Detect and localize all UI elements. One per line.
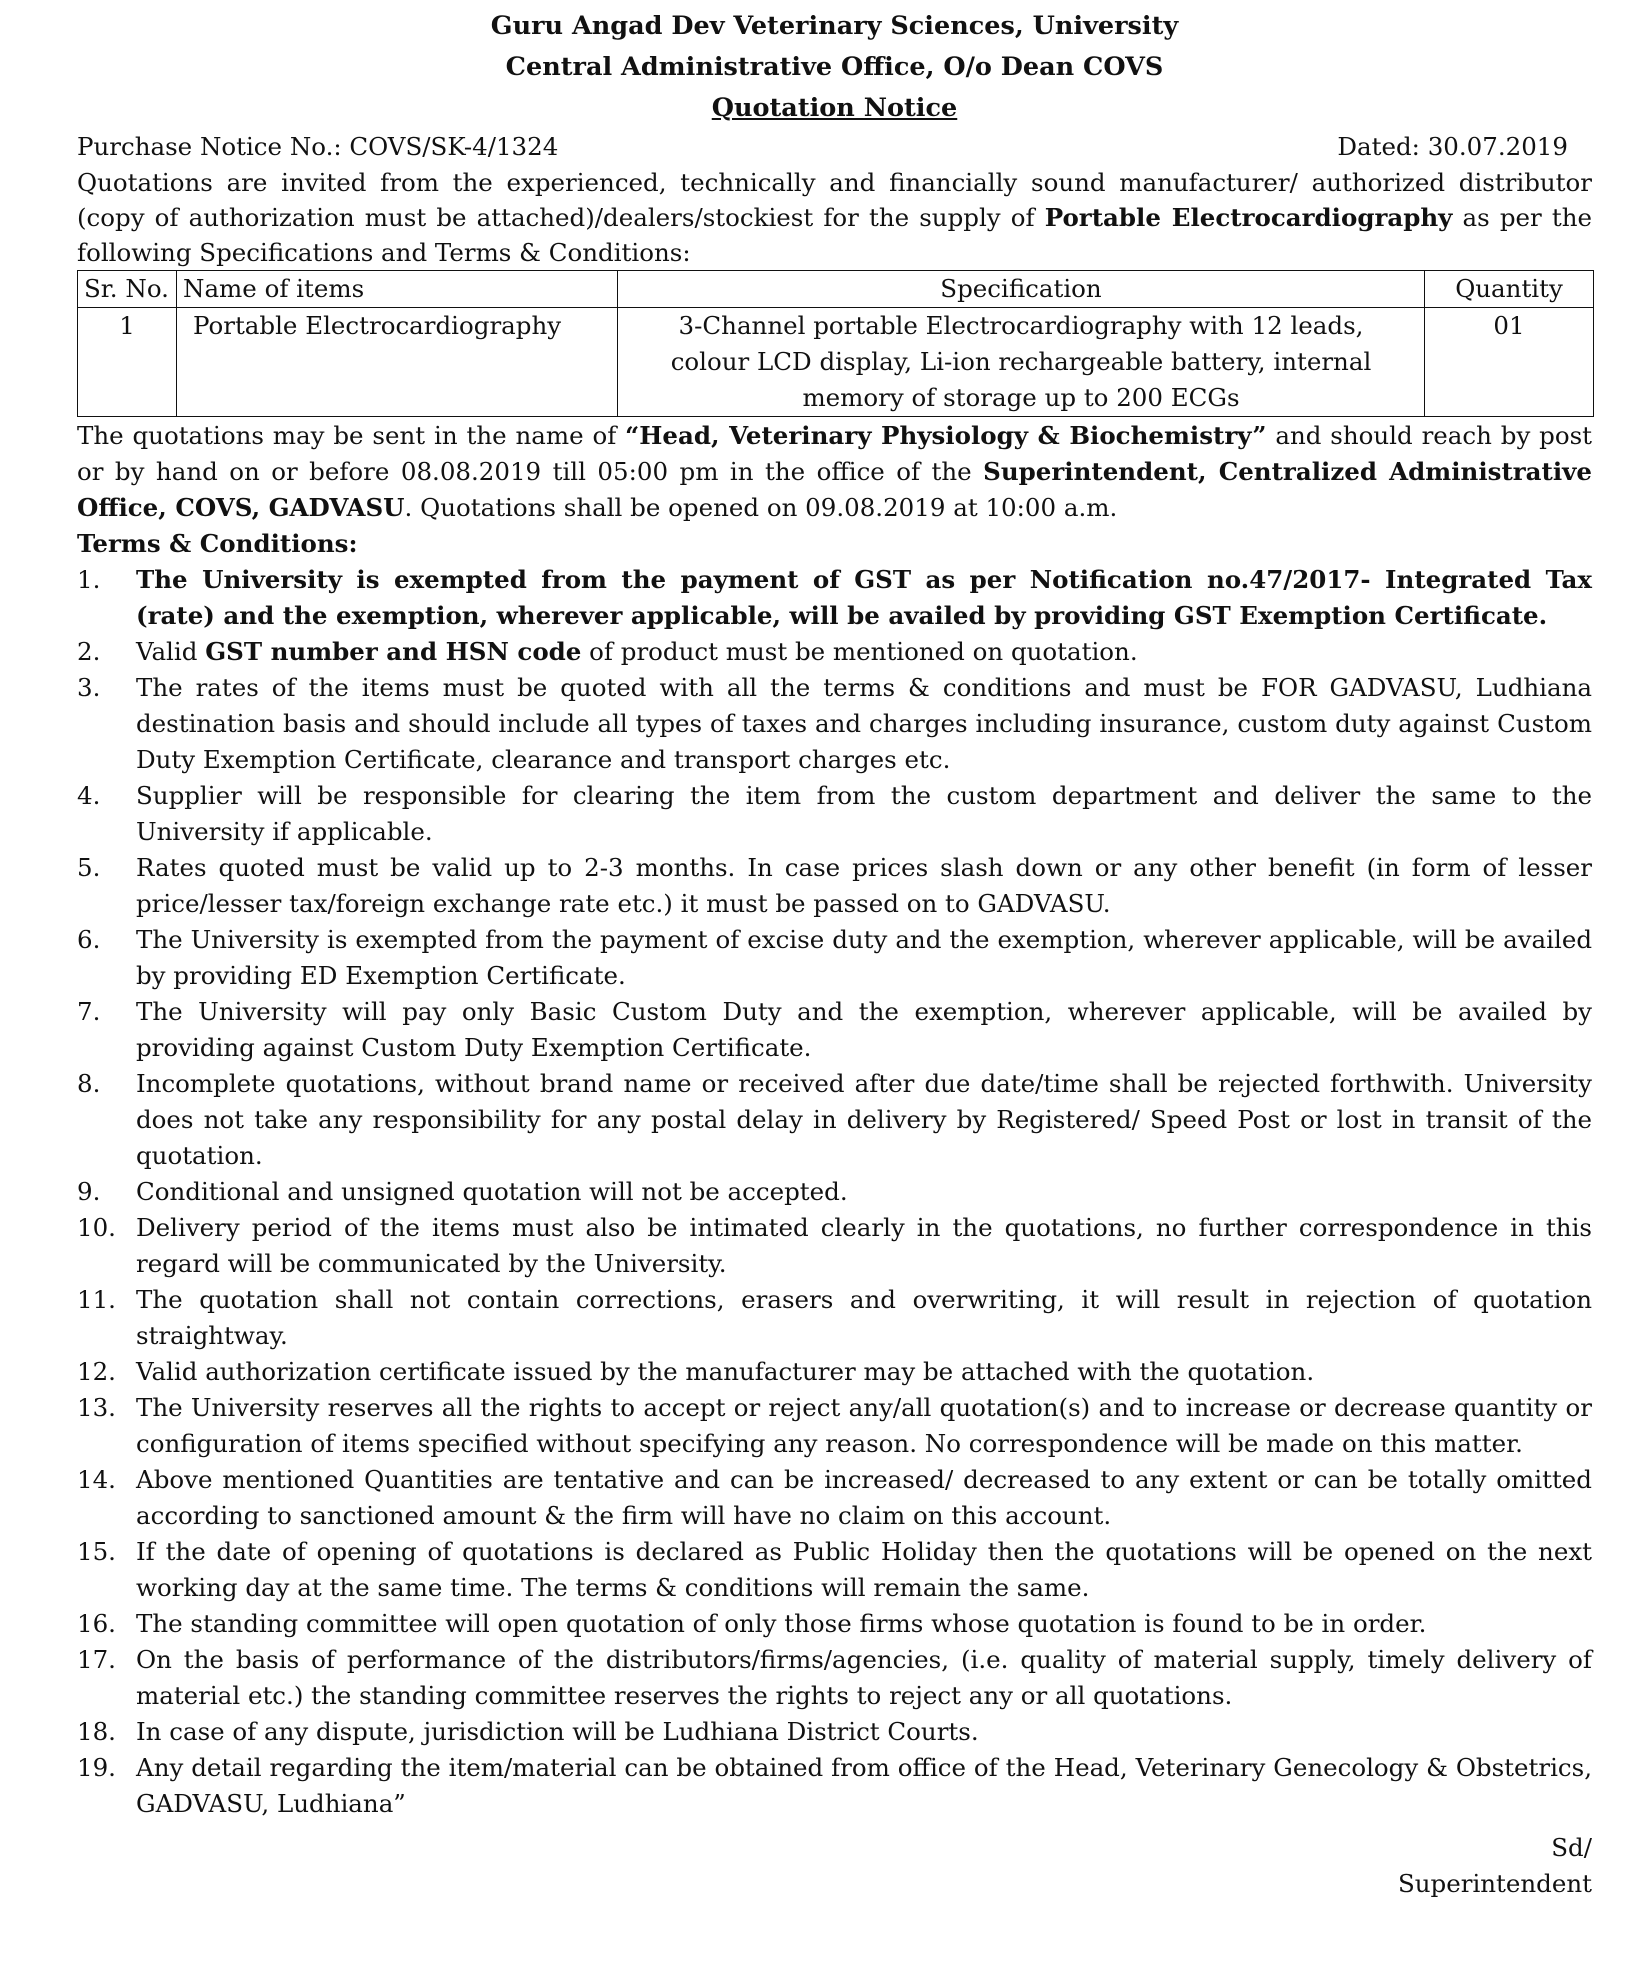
- term-text: The University is exempted from the payment of GST as per Notification no.47/2017- Integrated Tax (rate) and the exemption, wherever applicable, will be availed by providing GST Exemption Certificate.: [136, 565, 1592, 630]
- term-number: 7.: [77, 997, 101, 1026]
- intro-text-before: Quotations are invited from the experienced, technically and financially sound manufacturer/ authorized distributor (copy of authorization must be attached)/dealers/stockiest for the supply of: [77, 168, 1592, 232]
- term-number: 8.: [77, 1069, 101, 1098]
- cell-sr-no: 1: [78, 308, 177, 417]
- cell-item-name: Portable Electrocardiography: [177, 308, 618, 417]
- term-text: The University will pay only Basic Custom Duty and the exemption, wherever applicable, will be availed by providing against Custom Duty Exemption Certificate.: [136, 997, 1592, 1062]
- term-text: The rates of the items must be quoted with all the terms & conditions and must be FOR GADVASU, Ludhiana destination basis and should include all types of taxes and charges including insurance, custom duty against Custom Duty Exemption Certificate, clearance and transport charges etc.: [136, 673, 1592, 774]
- list-item: [77, 994, 1592, 1066]
- term-text: If the date of opening of quotations is declared as Public Holiday then the quotations will be opened on the next working day at the same time. The terms & conditions will remain the same.: [136, 1537, 1592, 1602]
- term-number: 16.: [77, 1609, 116, 1638]
- term-text: The University is exempted from the payment of excise duty and the exemption, wherever applicable, will be availed by providing ED Exemption Certificate.: [136, 925, 1592, 990]
- term-number: 4.: [77, 781, 101, 810]
- term-text: Above mentioned Quantities are tentative and can be increased/ decreased to any extent or can be totally omitted according to sanctioned amount & the firm will have no claim on this account.: [136, 1465, 1592, 1530]
- term-text: Valid authorization certificate issued by the manufacturer may be attached with the quotation.: [136, 1357, 1315, 1386]
- list-item: [77, 1066, 1592, 1174]
- notice-meta-row: [77, 129, 1592, 165]
- term-number: 13.: [77, 1393, 116, 1422]
- list-item: [77, 850, 1592, 922]
- document-header: [77, 6, 1592, 129]
- list-item: [77, 922, 1592, 994]
- terms-title: Terms & Conditions:: [77, 529, 358, 558]
- list-item: [77, 562, 1592, 634]
- term-text: Supplier will be responsible for clearing the item from the custom department and deliver the same to the University if applicable.: [136, 781, 1592, 846]
- university-name: Guru Angad Dev Veterinary Sciences, University: [490, 11, 1179, 41]
- signature-block: [1398, 1830, 1592, 1902]
- submission-addressee: “Head, Veterinary Physiology & Biochemistry”: [625, 421, 1267, 450]
- quotation-notice-page: [77, 6, 1593, 1898]
- signature-sd: Sd/: [1551, 1833, 1592, 1862]
- list-item: [77, 1354, 1592, 1390]
- term-text-bold: GST number and HSN code: [205, 637, 582, 666]
- items-table: [77, 270, 1594, 417]
- notice-title: Quotation Notice: [711, 93, 958, 123]
- cell-specification: 3-Channel portable Electrocardiography with 12 leads, colour LCD display, Li-ion rechargeable battery, internal memory of storage up to 200 ECGs: [618, 308, 1425, 417]
- intro-text-after: as per the following Specifications and Terms & Conditions:: [77, 203, 1592, 267]
- list-item: [77, 1390, 1592, 1462]
- purchase-notice-number: Purchase Notice No.: COVS/SK-4/1324: [77, 132, 559, 161]
- term-text: Incomplete quotations, without brand name or received after due date/time shall be rejected forthwith. University does not take any responsibility for any postal delay in delivery by Registered/ Speed Post or lost in transit of the quotation.: [136, 1069, 1592, 1170]
- term-text: In case of any dispute, jurisdiction will be Ludhiana District Courts.: [136, 1717, 979, 1746]
- term-number: 9.: [77, 1177, 101, 1206]
- submission-text-1: The quotations may be sent in the name of: [77, 421, 626, 450]
- header-sr-no: Sr. No.: [78, 271, 177, 308]
- term-text-pre: Valid: [136, 637, 206, 666]
- term-number: 11.: [77, 1285, 116, 1314]
- notice-date: Dated: 30.07.2019: [1337, 132, 1568, 161]
- list-item: [77, 634, 1592, 670]
- header-specification: Specification: [618, 271, 1425, 308]
- list-item: [77, 1606, 1592, 1642]
- header-quantity: Quantity: [1425, 271, 1594, 308]
- term-text: Conditional and unsigned quotation will not be accepted.: [136, 1177, 848, 1206]
- header-name-of-items: Name of items: [177, 271, 618, 308]
- term-number: 6.: [77, 925, 101, 954]
- term-number: 18.: [77, 1717, 116, 1746]
- list-item: [77, 1750, 1592, 1822]
- term-number: 12.: [77, 1357, 116, 1386]
- table-row: [78, 308, 1594, 417]
- office-name: Central Administrative Office, O/o Dean COVS: [505, 52, 1164, 82]
- list-item: [77, 1462, 1592, 1534]
- term-text: Any detail regarding the item/material can be obtained from office of the Head, Veterinary Genecology & Obstetrics, GADVASU, Ludhiana”: [136, 1753, 1592, 1818]
- items-table-header: [78, 271, 1594, 308]
- term-text: [136, 634, 1592, 670]
- list-item: [77, 1210, 1592, 1282]
- cell-quantity: 01: [1425, 308, 1594, 417]
- term-number: 19.: [77, 1753, 116, 1782]
- term-text-post: of product must be mentioned on quotation.: [581, 637, 1138, 666]
- submission-text-2: and should reach by post or by hand on or before 08.08.2019 till 05:00 pm in the office of the: [77, 421, 1593, 486]
- term-text: Rates quoted must be valid up to 2-3 months. In case prices slash down or any other benefit (in form of lesser price/lesser tax/foreign exchange rate etc.) it must be passed on to GADVASU.: [136, 853, 1592, 918]
- term-number: 17.: [77, 1645, 116, 1674]
- term-text: The quotation shall not contain corrections, erasers and overwriting, it will result in rejection of quotation straightway.: [136, 1285, 1592, 1350]
- intro-item-name: Portable Electrocardiography: [1044, 203, 1453, 232]
- term-number: 10.: [77, 1213, 116, 1242]
- term-number: 5.: [77, 853, 101, 882]
- list-item: [77, 1642, 1592, 1714]
- term-number: 2.: [77, 637, 101, 666]
- submission-office: Superintendent, Centralized Administrative Office, COVS, GADVASU: [77, 457, 1592, 522]
- list-item: [77, 1714, 1592, 1750]
- list-item: [77, 1174, 1592, 1210]
- term-number: 3.: [77, 673, 101, 702]
- list-item: [77, 670, 1592, 778]
- list-item: [77, 778, 1592, 850]
- submission-text-3: . Quotations shall be opened on 09.08.2019 at 10:00 a.m.: [404, 493, 1118, 522]
- submission-paragraph: [77, 418, 1592, 526]
- intro-paragraph: [77, 165, 1592, 270]
- term-text: The University reserves all the rights to accept or reject any/all quotation(s) and to increase or decrease quantity or configuration of items specified without specifying any reason. No correspondence will be made on this matter.: [136, 1393, 1592, 1458]
- term-number: 1.: [77, 565, 101, 594]
- terms-list: [77, 562, 1592, 1822]
- term-text: Delivery period of the items must also be intimated clearly in the quotations, no further correspondence in this regard will be communicated by the University.: [136, 1213, 1592, 1278]
- term-text: On the basis of performance of the distributors/firms/agencies, (i.e. quality of material supply, timely delivery of material etc.) the standing committee reserves the rights to reject any or all quotations.: [136, 1645, 1592, 1710]
- signature-designation: Superintendent: [1397, 1869, 1592, 1898]
- list-item: [77, 1282, 1592, 1354]
- list-item: [77, 1534, 1592, 1606]
- term-text: The standing committee will open quotation of only those firms whose quotation is found to be in order.: [136, 1609, 1427, 1638]
- term-number: 14.: [77, 1465, 116, 1494]
- term-number: 15.: [77, 1537, 116, 1566]
